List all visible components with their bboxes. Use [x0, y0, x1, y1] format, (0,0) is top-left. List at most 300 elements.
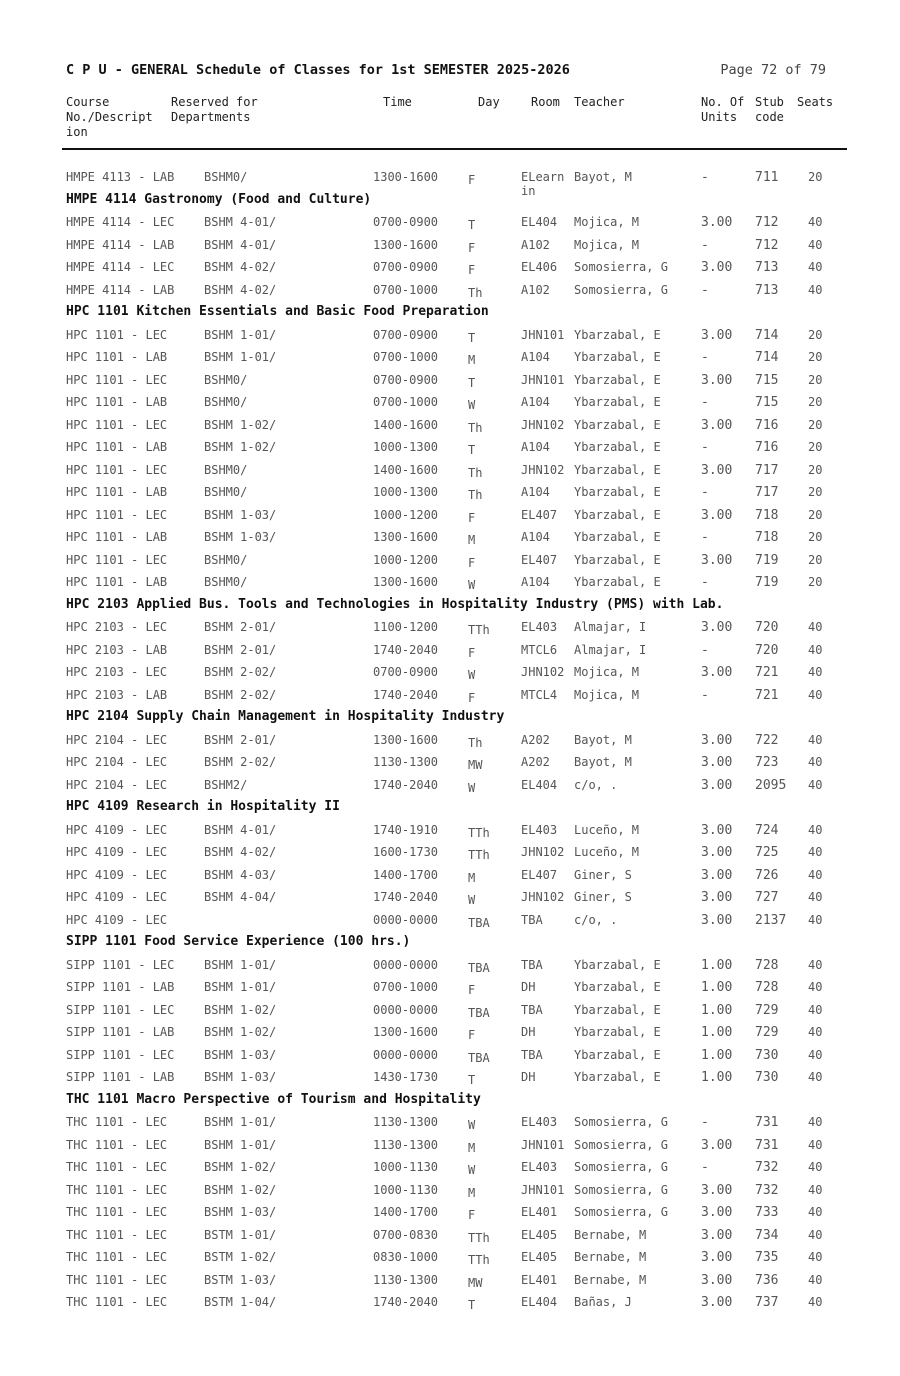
seats-cell: 40 [808, 1205, 823, 1219]
time-cell: 1740-2040 [373, 687, 439, 702]
day-cell: TBA [468, 1005, 490, 1020]
room-cell: A202 [521, 732, 550, 747]
course-section-heading [0, 594, 900, 617]
time-cell: 1000-1300 [373, 440, 439, 454]
reserved-cell: BSHM 1-01/ [204, 1115, 277, 1129]
stub-code-cell: 718 [755, 507, 779, 523]
room-cell: TBA [521, 1002, 543, 1017]
course-title: HPC 1101 Kitchen Essentials and Basic Food Preparation [66, 304, 489, 319]
time-cell: 1000-1130 [373, 1182, 439, 1197]
reserved-cell: BSHM 4-01/ [204, 822, 277, 837]
stub-code-cell: 723 [755, 755, 779, 770]
seats-cell: 40 [808, 260, 823, 274]
day-cell: T [468, 1073, 476, 1087]
course-cell: HPC 1101 - LAB [66, 440, 168, 454]
stub-code-cell: 720 [755, 620, 779, 635]
table-row [0, 1066, 900, 1089]
table-row [0, 211, 900, 234]
teacher-cell: Mojica, M [574, 237, 640, 252]
room-cell: A104 [521, 530, 550, 544]
table-row [0, 999, 900, 1022]
units-cell: 3.00 [701, 260, 733, 275]
course-cell: HMPE 4113 - LAB [66, 170, 175, 184]
units-cell: 3.00 [701, 215, 733, 230]
seats-cell: 20 [808, 575, 823, 589]
stub-code-cell: 729 [755, 1025, 779, 1040]
reserved-cell: BSHM0/ [204, 170, 248, 184]
seats-cell: 40 [808, 777, 823, 792]
time-cell: 1000-1130 [373, 1160, 439, 1174]
units-cell: - [701, 170, 709, 185]
teacher-cell: Ybarzabal, E [574, 530, 661, 544]
units-cell: 3.00 [701, 755, 733, 770]
table-row [0, 436, 900, 459]
course-cell: HPC 1101 - LEC [66, 327, 168, 342]
seats-cell: 40 [808, 822, 823, 837]
table-row [0, 166, 900, 198]
teacher-cell: Somosierra, G [574, 1137, 668, 1152]
units-cell: 1.00 [701, 1047, 733, 1063]
room-cell: MTCL6 [521, 642, 558, 657]
reserved-cell: BSHM 4-03/ [204, 867, 277, 882]
reserved-cell: BSHM 1-02/ [204, 417, 277, 432]
course-cell: HPC 4109 - LEC [66, 845, 168, 859]
course-cell: HPC 1101 - LAB [66, 530, 168, 544]
course-cell: HPC 1101 - LEC [66, 462, 168, 477]
table-row [0, 954, 900, 977]
stub-code-cell: 716 [755, 417, 779, 433]
course-cell: HPC 1101 - LEC [66, 372, 168, 387]
room-cell: JHN102 [521, 845, 565, 859]
reserved-cell: BSHM0/ [204, 372, 248, 387]
seats-cell: 40 [808, 665, 823, 679]
table-row [0, 571, 900, 594]
page-title: C P U - GENERAL Schedule of Classes for 1st SEMESTER 2025-2026 [66, 62, 570, 78]
room-cell: EL403 [521, 822, 558, 837]
table-row [0, 1269, 900, 1292]
time-cell: 1400-1700 [373, 867, 439, 882]
course-cell: HMPE 4114 - LAB [66, 237, 175, 252]
units-cell: 3.00 [701, 507, 733, 523]
course-cell: SIPP 1101 - LAB [66, 980, 175, 994]
seats-cell: 40 [808, 1115, 823, 1129]
table-row [0, 279, 900, 302]
day-cell: TTh [468, 825, 490, 840]
col-header-stub: Stub code [755, 95, 784, 124]
units-cell: 3.00 [701, 1182, 733, 1198]
seats-cell: 20 [808, 440, 823, 454]
units-cell: 3.00 [701, 1295, 733, 1310]
reserved-cell: BSHM 4-04/ [204, 890, 277, 904]
units-cell: - [701, 440, 709, 455]
time-cell: 0700-0900 [373, 327, 439, 342]
units-cell: - [701, 1160, 709, 1175]
seats-cell: 40 [808, 912, 823, 927]
table-row [0, 909, 900, 932]
reserved-cell: BSHM0/ [204, 575, 248, 589]
teacher-cell: Ybarzabal, E [574, 980, 661, 994]
time-cell: 1740-2040 [373, 1295, 439, 1309]
teacher-cell: Bernabe, M [574, 1250, 647, 1264]
room-cell: JHN102 [521, 665, 565, 679]
units-cell: 3.00 [701, 822, 733, 838]
time-cell: 1130-1300 [373, 1115, 439, 1129]
table-row [0, 369, 900, 392]
stub-code-cell: 733 [755, 1205, 779, 1220]
day-cell: F [468, 510, 476, 525]
reserved-cell: BSTM 1-01/ [204, 1227, 277, 1242]
time-cell: 1000-1200 [373, 507, 439, 522]
day-cell: Th [468, 488, 483, 502]
reserved-cell: BSHM 1-01/ [204, 1137, 277, 1152]
time-cell: 1400-1600 [373, 417, 439, 432]
day-cell: W [468, 668, 476, 682]
room-cell: EL404 [521, 215, 558, 229]
table-row [0, 504, 900, 527]
room-cell: A104 [521, 485, 550, 499]
stub-code-cell: 726 [755, 867, 779, 883]
reserved-cell: BSHM0/ [204, 552, 248, 567]
seats-cell: 40 [808, 1160, 823, 1174]
course-cell: HMPE 4114 - LAB [66, 282, 175, 297]
teacher-cell: Ybarzabal, E [574, 440, 661, 454]
room-cell: EL406 [521, 260, 558, 274]
reserved-cell: BSHM 2-02/ [204, 665, 277, 679]
table-row [0, 1044, 900, 1067]
day-cell: M [468, 353, 476, 367]
units-cell: 3.00 [701, 552, 733, 568]
seats-cell: 40 [808, 1295, 823, 1309]
day-cell: F [468, 1208, 476, 1222]
stub-code-cell: 737 [755, 1295, 779, 1310]
course-cell: HPC 2103 - LEC [66, 620, 168, 634]
reserved-cell: BSHM 1-03/ [204, 530, 277, 544]
stub-code-cell: 732 [755, 1182, 779, 1198]
room-cell: A104 [521, 395, 550, 409]
course-cell: HMPE 4114 - LEC [66, 215, 175, 229]
units-cell: 1.00 [701, 1025, 733, 1040]
room-cell: A104 [521, 440, 550, 454]
seats-cell: 20 [808, 395, 823, 409]
time-cell: 0700-0900 [373, 215, 439, 229]
course-cell: THC 1101 - LEC [66, 1205, 168, 1219]
col-header-reserved: Reserved for Departments [171, 95, 258, 124]
day-cell: T [468, 330, 476, 345]
day-cell: W [468, 1118, 476, 1132]
seats-cell: 40 [808, 1250, 823, 1264]
reserved-cell: BSHM 1-01/ [204, 957, 277, 972]
units-cell: 3.00 [701, 867, 733, 883]
time-cell: 0700-0900 [373, 260, 439, 274]
teacher-cell: Ybarzabal, E [574, 1025, 661, 1039]
room-cell: MTCL4 [521, 687, 558, 702]
day-cell: TBA [468, 1050, 490, 1065]
time-cell: 1740-1910 [373, 822, 439, 837]
course-cell: HPC 2103 - LAB [66, 642, 168, 657]
table-row [0, 1246, 900, 1269]
stub-code-cell: 2095 [755, 777, 787, 793]
table-row [0, 256, 900, 279]
stub-code-cell: 712 [755, 237, 779, 253]
time-cell: 0700-1000 [373, 980, 439, 994]
stub-code-cell: 712 [755, 215, 779, 230]
seats-cell: 40 [808, 980, 823, 994]
room-cell: JHN101 [521, 327, 565, 342]
teacher-cell: Mojica, M [574, 215, 640, 229]
reserved-cell: BSHM 1-02/ [204, 440, 277, 454]
reserved-cell: BSHM 4-02/ [204, 282, 277, 297]
units-cell: - [701, 642, 709, 658]
table-row [0, 639, 900, 662]
table-row [0, 1201, 900, 1224]
table-row [0, 1224, 900, 1247]
reserved-cell: BSHM 2-01/ [204, 620, 277, 634]
stub-code-cell: 2137 [755, 912, 787, 928]
reserved-cell: BSHM 1-03/ [204, 1205, 277, 1219]
units-cell: - [701, 530, 709, 545]
day-cell: T [468, 443, 476, 457]
units-cell: 3.00 [701, 462, 733, 478]
teacher-cell: Ybarzabal, E [574, 575, 661, 589]
reserved-cell: BSHM 1-03/ [204, 1070, 277, 1084]
course-cell: HPC 1101 - LAB [66, 485, 168, 499]
units-cell: - [701, 575, 709, 590]
stub-code-cell: 729 [755, 1002, 779, 1018]
seats-cell: 40 [808, 1047, 823, 1062]
units-cell: 3.00 [701, 1250, 733, 1265]
reserved-cell: BSHM2/ [204, 777, 248, 792]
time-cell: 1300-1600 [373, 1025, 439, 1039]
day-cell: Th [468, 465, 483, 480]
room-cell: EL403 [521, 1115, 558, 1129]
teacher-cell: Ybarzabal, E [574, 1070, 661, 1084]
time-cell: 0000-0000 [373, 1002, 439, 1017]
room-cell: EL405 [521, 1227, 558, 1242]
time-cell: 1000-1300 [373, 485, 439, 499]
seats-cell: 40 [808, 282, 823, 297]
teacher-cell: Somosierra, G [574, 260, 668, 274]
teacher-cell: Bayot, M [574, 755, 632, 769]
units-cell: 3.00 [701, 777, 733, 793]
day-cell: T [468, 375, 476, 390]
teacher-cell: Somosierra, G [574, 282, 668, 297]
seats-cell: 40 [808, 732, 823, 747]
units-cell: - [701, 282, 709, 298]
table-row [0, 1134, 900, 1157]
time-cell: 1130-1300 [373, 1137, 439, 1152]
time-cell: 0700-0900 [373, 372, 439, 387]
day-cell: W [468, 893, 476, 907]
day-cell: TBA [468, 915, 490, 930]
room-cell: A104 [521, 575, 550, 589]
reserved-cell: BSHM 1-02/ [204, 1025, 277, 1039]
seats-cell: 20 [808, 507, 823, 522]
reserved-cell: BSHM0/ [204, 485, 248, 499]
teacher-cell: Bernabe, M [574, 1272, 647, 1287]
course-title: HPC 4109 Research in Hospitality II [66, 799, 340, 814]
course-cell: THC 1101 - LEC [66, 1115, 168, 1129]
time-cell: 1130-1300 [373, 1272, 439, 1287]
stub-code-cell: 719 [755, 552, 779, 568]
stub-code-cell: 721 [755, 687, 779, 703]
course-cell: HPC 1101 - LEC [66, 507, 168, 522]
room-cell: JHN101 [521, 1137, 565, 1152]
reserved-cell: BSTM 1-04/ [204, 1295, 277, 1309]
time-cell: 1740-2040 [373, 777, 439, 792]
reserved-cell: BSHM 2-01/ [204, 732, 277, 747]
table-row [0, 1291, 900, 1314]
course-section-heading [0, 189, 900, 212]
course-cell: THC 1101 - LEC [66, 1137, 168, 1152]
table-row [0, 1111, 900, 1134]
units-cell: 3.00 [701, 620, 733, 635]
seats-cell: 20 [808, 372, 823, 387]
table-row [0, 1021, 900, 1044]
day-cell: F [468, 240, 476, 255]
course-cell: THC 1101 - LEC [66, 1295, 168, 1309]
stub-code-cell: 725 [755, 845, 779, 860]
room-cell: EL401 [521, 1272, 558, 1287]
seats-cell: 40 [808, 867, 823, 882]
table-row [0, 526, 900, 549]
units-cell: 3.00 [701, 665, 733, 680]
teacher-cell: Luceño, M [574, 845, 640, 859]
teacher-cell: Giner, S [574, 890, 632, 904]
reserved-cell: BSHM 1-01/ [204, 350, 277, 364]
day-cell: W [468, 1163, 476, 1177]
table-row [0, 1156, 900, 1179]
stub-code-cell: 721 [755, 665, 779, 680]
course-cell: THC 1101 - LEC [66, 1272, 168, 1287]
units-cell: 1.00 [701, 957, 733, 973]
stub-code-cell: 716 [755, 440, 779, 455]
course-title: HMPE 4114 Gastronomy (Food and Culture) [66, 191, 372, 207]
room-cell: JHN102 [521, 417, 565, 432]
time-cell: 1400-1600 [373, 462, 439, 477]
seats-cell: 40 [808, 620, 823, 634]
table-row [0, 549, 900, 572]
table-row [0, 414, 900, 437]
time-cell: 0700-1000 [373, 350, 439, 364]
stub-code-cell: 713 [755, 260, 779, 275]
stub-code-cell: 736 [755, 1272, 779, 1288]
course-section-heading [0, 931, 900, 954]
seats-cell: 20 [808, 530, 823, 544]
table-row [0, 481, 900, 504]
reserved-cell: BSHM 1-02/ [204, 1002, 277, 1017]
course-cell: HPC 1101 - LAB [66, 575, 168, 589]
day-cell: TTh [468, 1253, 490, 1267]
room-cell: A102 [521, 282, 550, 297]
day-cell: F [468, 555, 476, 570]
room-cell: EL407 [521, 507, 558, 522]
day-cell: TTh [468, 848, 490, 862]
table-row [0, 864, 900, 887]
reserved-cell: BSTM 1-03/ [204, 1272, 277, 1287]
table-row [0, 819, 900, 842]
table-row [0, 976, 900, 999]
day-cell: TTh [468, 623, 490, 637]
stub-code-cell: 720 [755, 642, 779, 658]
reserved-cell: BSHM 2-02/ [204, 687, 277, 702]
day-cell: Th [468, 420, 483, 435]
teacher-cell: Almajar, I [574, 620, 647, 634]
table-row [0, 324, 900, 347]
teacher-cell: Ybarzabal, E [574, 395, 661, 409]
stub-code-cell: 715 [755, 372, 779, 388]
day-cell: MW [468, 758, 483, 772]
table-row [0, 391, 900, 414]
teacher-cell: Ybarzabal, E [574, 462, 661, 477]
room-cell: DH [521, 1070, 536, 1084]
teacher-cell: Almajar, I [574, 642, 647, 657]
day-cell: M [468, 533, 476, 547]
table-row [0, 751, 900, 774]
units-cell: - [701, 237, 709, 253]
teacher-cell: c/o, . [574, 777, 618, 792]
stub-code-cell: 730 [755, 1070, 779, 1085]
units-cell: 3.00 [701, 890, 733, 905]
time-cell: 1100-1200 [373, 620, 439, 634]
time-cell: 1300-1600 [373, 530, 439, 544]
seats-cell: 20 [808, 552, 823, 567]
reserved-cell: BSTM 1-02/ [204, 1250, 277, 1264]
teacher-cell: Ybarzabal, E [574, 485, 661, 499]
seats-cell: 40 [808, 642, 823, 657]
course-cell: THC 1101 - LEC [66, 1182, 168, 1197]
stub-code-cell: 728 [755, 957, 779, 973]
schedule-table [0, 166, 900, 1314]
course-cell: HPC 4109 - LEC [66, 912, 168, 927]
day-cell: T [468, 1298, 476, 1312]
seats-cell: 40 [808, 755, 823, 769]
time-cell: 1000-1200 [373, 552, 439, 567]
col-header-course: Course No./Descript ion [66, 95, 153, 139]
stub-code-cell: 727 [755, 890, 779, 905]
seats-cell: 20 [808, 417, 823, 432]
teacher-cell: Mojica, M [574, 687, 640, 702]
day-cell: M [468, 870, 476, 885]
units-cell: - [701, 395, 709, 410]
seats-cell: 40 [808, 1025, 823, 1039]
seats-cell: 40 [808, 957, 823, 972]
room-cell: A104 [521, 350, 550, 364]
teacher-cell: Somosierra, G [574, 1115, 668, 1129]
time-cell: 0700-0900 [373, 665, 439, 679]
reserved-cell: BSHM 1-01/ [204, 327, 277, 342]
reserved-cell: BSHM 4-01/ [204, 215, 277, 229]
stub-code-cell: 717 [755, 485, 779, 500]
stub-code-cell: 715 [755, 395, 779, 410]
room-cell: ELearn in [521, 170, 565, 198]
room-cell: JHN101 [521, 372, 565, 387]
seats-cell: 40 [808, 215, 823, 229]
seats-cell: 20 [808, 462, 823, 477]
teacher-cell: c/o, . [574, 912, 618, 927]
table-row [0, 729, 900, 752]
day-cell: F [468, 645, 476, 660]
stub-code-cell: 717 [755, 462, 779, 478]
room-cell: EL404 [521, 1295, 558, 1309]
stub-code-cell: 714 [755, 350, 779, 365]
day-cell: F [468, 173, 476, 187]
course-cell: HMPE 4114 - LEC [66, 260, 175, 274]
day-cell: W [468, 578, 476, 592]
reserved-cell: BSHM 1-02/ [204, 1160, 277, 1174]
units-cell: - [701, 687, 709, 703]
col-header-room: Room [531, 95, 560, 109]
course-cell: HPC 2103 - LAB [66, 687, 168, 702]
